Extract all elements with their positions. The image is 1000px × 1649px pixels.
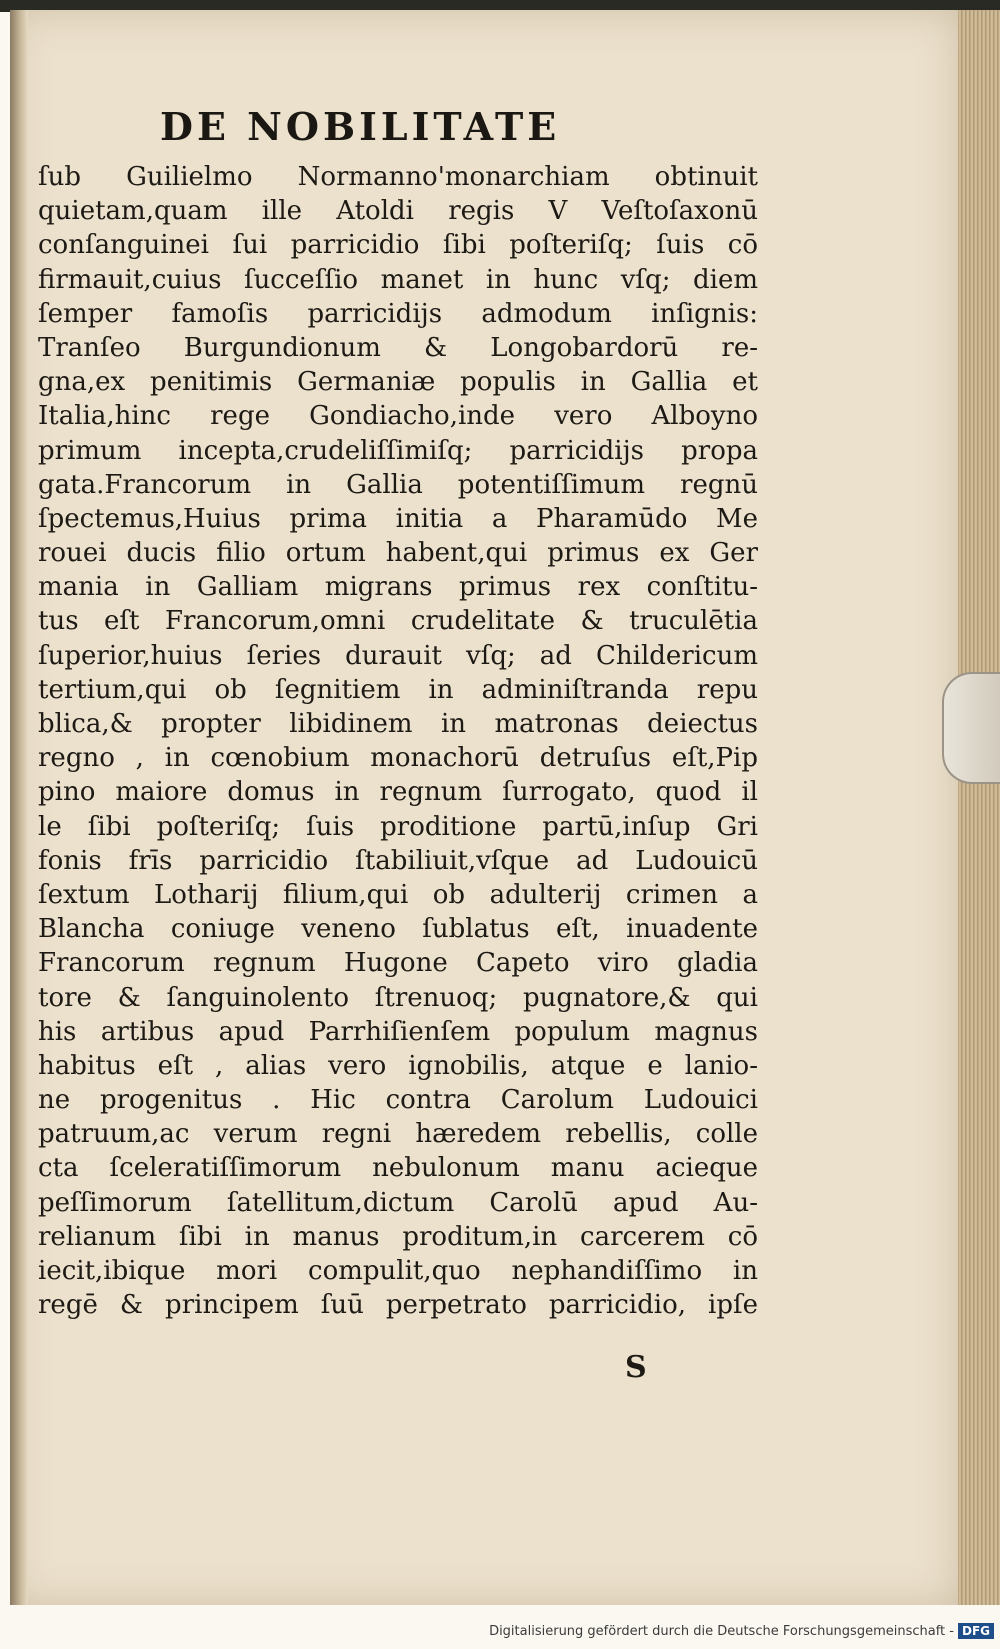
text-line: habitus eſt , alias vero ignobilis, atque e lanio-	[38, 1050, 758, 1081]
text-line: relianum ſibi in manus proditum,in carcerem cō	[38, 1221, 758, 1252]
text-line: gna,ex penitimis Germaniæ populis in Gallia et	[38, 367, 758, 398]
text-line: regē & principem ſuū perpetrato parricidio, ipſe	[38, 1290, 758, 1321]
text-line: quietam,quam ille Atoldi regis V Veſtoſaxonū	[38, 196, 758, 227]
text-line: firmauit,cuius ſucceſſio manet in hunc vſq; diem	[38, 264, 758, 295]
text-line: gata.Francorum in Gallia potentiſſimum regnū	[38, 469, 758, 500]
text-line: pino maiore domus in regnum ſurrogato, quod il	[38, 777, 758, 808]
text-line: Tranſeo Burgundionum & Longobardorū re-	[38, 332, 758, 363]
text-line: patruum,ac verum regni hæredem rebellis, colle	[38, 1119, 758, 1150]
body-text	[38, 160, 758, 1322]
text-line: conſanguinei ſui parricidio ſibi poſteriſq; ſuis cō	[38, 230, 758, 261]
digitization-credit	[489, 1623, 994, 1639]
text-line: his artibus apud Parrhiſienſem populum magnus	[38, 1016, 758, 1047]
text-line: ſuperior,huius ſeries durauit vſq; ad Childericum	[38, 640, 758, 671]
text-line: regno , in cœnobium monachorū detruſus eſt,Pip	[38, 743, 758, 774]
credit-text: Digitalisierung gefördert durch die Deutsche Forschungsgemeinschaft -	[489, 1624, 954, 1639]
text-line: mania in Galliam migrans primus rex conſtitu-	[38, 572, 758, 603]
book-clasp	[942, 672, 1000, 784]
dfg-logo[interactable]: DFG	[958, 1623, 994, 1639]
text-line: iecit,ibique mori compulit,quo nephandiſſimo in	[38, 1256, 758, 1286]
text-line: ne progenitus . Hic contra Carolum Ludouici	[38, 1085, 758, 1116]
text-line: tus eſt Francorum,omni crudelitate & truculētia	[38, 606, 758, 637]
text-line: blica,& propter libidinem in matronas deiectus	[38, 709, 758, 739]
binding-gutter	[10, 10, 28, 1606]
text-line: cta ſceleratiſſimorum nebulonum manu acieque	[38, 1153, 758, 1184]
text-line: Francorum regnum Hugone Capeto viro gladia	[38, 948, 758, 979]
text-line: ſpectemus,Huius prima initia a Pharamūdo Me	[38, 503, 758, 534]
text-line: ſextum Lotharij filium,qui ob adulterij crimen a	[38, 879, 758, 910]
page-edges	[958, 10, 1000, 1606]
text-line: tore & ſanguinolento ſtrenuoq; pugnatore,& qui	[38, 982, 758, 1013]
text-line: le ſibi poſteriſq; ſuis proditione partū,inſup Gri	[38, 811, 758, 842]
text-line: ſub Guilielmo Normanno'monarchiam obtinuit	[38, 162, 758, 192]
text-line: rouei ducis filio ortum habent,qui primus ex Ger	[38, 538, 758, 569]
text-line: primum incepta,crudeliſſimiſq; parricidijs propa	[38, 435, 758, 466]
text-line: ſemper famoſis parricidijs admodum inſignis:	[38, 298, 758, 329]
text-line: Blancha coniuge veneno ſublatus eſt, inuadente	[38, 914, 758, 945]
signature-mark: S	[625, 1350, 647, 1385]
text-line: Italia,hinc rege Gondiacho,inde vero Alboyno	[38, 401, 758, 432]
text-line: peſſimorum ſatellitum,dictum Carolū apud Au-	[38, 1187, 758, 1218]
text-line: tertium,qui ob ſegnitiem in adminiſtranda repu	[38, 674, 758, 705]
running-heading: DE NOBILITATE	[160, 104, 561, 149]
text-line: fonis frīs parricidio ſtabiliuit,vſque ad Ludouicū	[38, 845, 758, 876]
